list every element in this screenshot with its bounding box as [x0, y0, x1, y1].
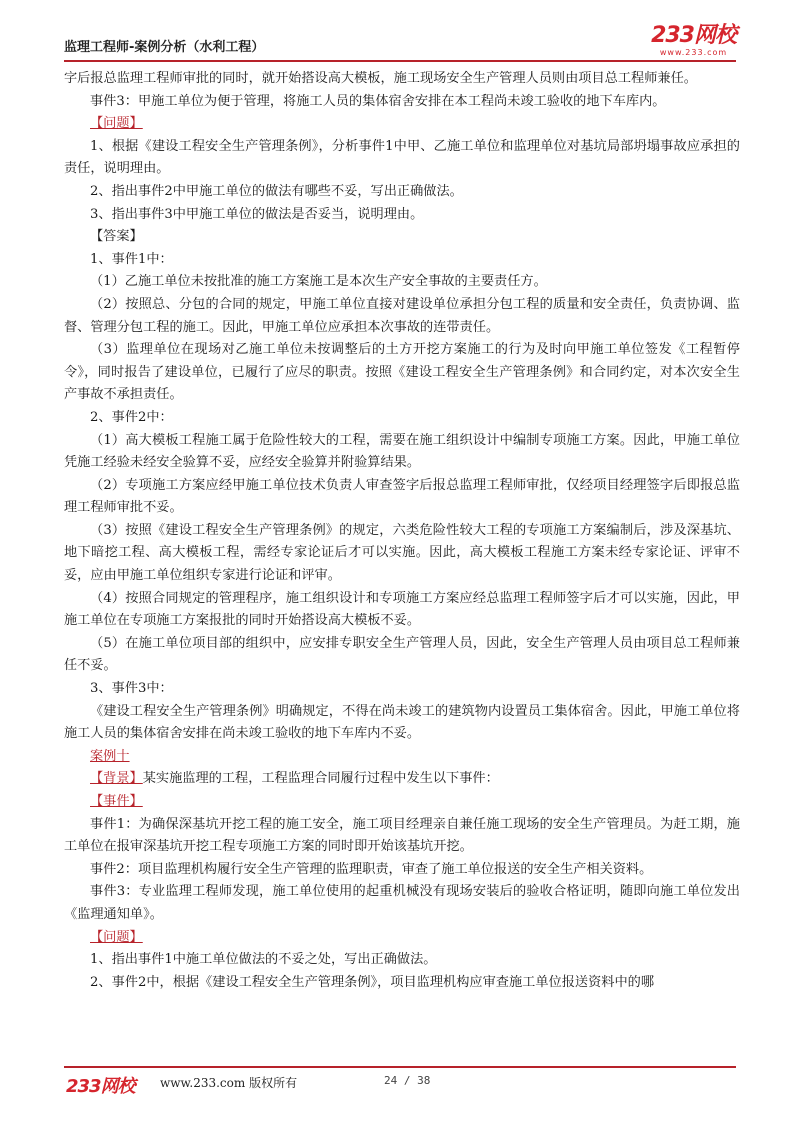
text-paragraph: [64, 136, 740, 181]
paragraph-text: 2、指出事件2中甲施工单位的做法有哪些不妥，写出正确做法。: [90, 183, 463, 199]
section-heading: 【问题】: [90, 116, 143, 132]
text-paragraph: [64, 633, 740, 678]
text-paragraph: [64, 927, 740, 950]
paragraph-text: 事件2：项目监理机构履行安全生产管理的监理职责，审查了施工单位报送的安全生产相关资料。: [90, 861, 653, 877]
paragraph-text: 某实施监理的工程，工程监理合同履行过程中发生以下事件：: [142, 771, 499, 787]
section-heading: 案例十: [90, 748, 130, 764]
text-paragraph: [64, 204, 740, 227]
page-header: [64, 24, 736, 62]
text-paragraph: [64, 339, 740, 407]
paragraph-text: 1、事件1中：: [90, 251, 173, 267]
paragraph-text: （2）专项施工方案应经甲施工单位技术负责人审查签字后报总监理工程师审批，仅经项目经理签字后即报总监理工程师审批不妥。: [64, 477, 740, 516]
paragraph-text: 3、事件3中：: [90, 681, 173, 697]
paragraph-text: 【答案】: [90, 229, 143, 245]
paragraph-text: 字后报总监理工程师审批的同时，就开始搭设高大模板，施工现场安全生产管理人员则由项目总工程师兼任。: [64, 71, 697, 86]
text-paragraph: [64, 588, 740, 633]
paragraph-text: 3、指出事件3中甲施工单位的做法是否妥当，说明理由。: [90, 206, 424, 222]
text-paragraph: [64, 271, 740, 294]
paragraph-text: 1、指出事件1中施工单位做法的不妥之处，写出正确做法。: [90, 952, 437, 968]
text-paragraph: [64, 294, 740, 339]
footer-copyright: www.233.com 版权所有: [160, 1076, 298, 1090]
paragraph-text: 1、根据《建设工程安全生产管理条例》，分析事件1中甲、乙施工单位和监理单位对基坑局部坍塌事故应承担的责任，说明理由。: [64, 138, 740, 177]
paragraph-text: （3）监理单位在现场对乙施工单位未按调整后的土方开挖方案施工的行为及时向甲施工单位签发《工程暂停令》，同时报告了建设单位，已履行了应尽的职责。按照《建设工程安全生产管理条例》和合同约定，对本次安全生产事故不承担责任。: [64, 342, 740, 403]
paragraph-text: （2）按照总、分包的合同的规定，甲施工单位直接对建设单位承担分包工程的质量和安全责任，负责协调、监督、管理分包工程的施工。因此，甲施工单位应承担本次事故的连带责任。: [64, 296, 740, 335]
paragraph-text: （1）乙施工单位未按批准的施工方案施工是本次生产安全事故的主要责任方。: [90, 274, 547, 290]
paragraph-text: 《建设工程安全生产管理条例》明确规定，不得在尚未竣工的建筑物内设置员工集体宿舍。因此，甲施工单位将施工人员的集体宿舍安排在尚未竣工验收的地下车库内不妥。: [64, 703, 740, 742]
section-tag: 【背景】: [90, 771, 143, 787]
text-paragraph: [64, 859, 740, 882]
page-footer: [64, 1066, 736, 1097]
text-paragraph: [64, 972, 740, 995]
document-body: [64, 68, 740, 994]
text-paragraph: [64, 746, 740, 769]
paragraph-text: 事件1：为确保深基坑开挖工程的施工安全，施工项目经理亲自兼任施工现场的安全生产管理员。为赶工期，施工单位在报审深基坑开挖工程专项施工方案的同时即开始该基坑开挖。: [64, 816, 740, 855]
paragraph-text: 事件3：专业监理工程师发现，施工单位使用的起重机械没有现场安装后的验收合格证明，随即向施工单位发出《监理通知单》。: [64, 884, 740, 922]
text-paragraph: [64, 407, 740, 430]
text-paragraph: [64, 430, 740, 475]
section-heading: 【问题】: [90, 929, 143, 945]
paragraph-text: （4）按照合同规定的管理程序，施工组织设计和专项施工方案应经总监理工程师签字后才可以实施，因此，甲施工单位在专项施工方案报批的同时开始搭设高大模板不妥。: [64, 590, 740, 629]
text-paragraph: [64, 814, 740, 859]
paragraph-text: 2、事件2中，根据《建设工程安全生产管理条例》，项目监理机构应审查施工单位报送资料中的哪: [90, 974, 655, 990]
logo-url: www.233.com: [659, 48, 728, 57]
text-paragraph: [64, 768, 740, 791]
section-heading: 【事件】: [90, 794, 143, 809]
text-paragraph: [64, 226, 740, 249]
text-paragraph: [64, 249, 740, 272]
text-paragraph: [64, 678, 740, 701]
text-paragraph: [64, 68, 740, 91]
text-paragraph: [64, 791, 740, 814]
text-paragraph: [64, 181, 740, 204]
document-title: 监理工程师-案例分析（水利工程）: [64, 40, 265, 55]
logo-text: 233网校: [651, 23, 736, 48]
footer-logo: 233网校: [66, 1076, 135, 1097]
text-paragraph: [64, 881, 740, 926]
text-paragraph: [64, 113, 740, 136]
text-paragraph: [64, 475, 740, 520]
text-paragraph: [64, 949, 740, 972]
text-paragraph: [64, 520, 740, 588]
paragraph-text: 2、事件2中：: [90, 409, 173, 425]
paragraph-text: （5）在施工单位项目部的组织中，应安排专职安全生产管理人员，因此，安全生产管理人员由项目总工程师兼任不妥。: [64, 635, 740, 674]
site-logo[interactable]: [651, 24, 736, 57]
paragraph-text: 事件3：甲施工单位为便于管理，将施工人员的集体宿舍安排在本工程尚未竣工验收的地下车库内。: [90, 93, 666, 109]
text-paragraph: [64, 91, 740, 114]
paragraph-text: （1）高大模板工程施工属于危险性较大的工程，需要在施工组织设计中编制专项施工方案。因此，甲施工单位凭施工经验未经安全验算不妥，应经安全验算并附验算结果。: [64, 432, 740, 471]
paragraph-text: （3）按照《建设工程安全生产管理条例》的规定，六类危险性较大工程的专项施工方案编制后，涉及深基坑、地下暗挖工程、高大模板工程，需经专家论证后才可以实施。因此，高大模板工程施工方案未经专家论证、评审不妥，应由甲施工单位组织专家进行论证和评审。: [64, 522, 740, 584]
page-number: 24 / 38: [384, 1074, 431, 1087]
text-paragraph: [64, 701, 740, 746]
